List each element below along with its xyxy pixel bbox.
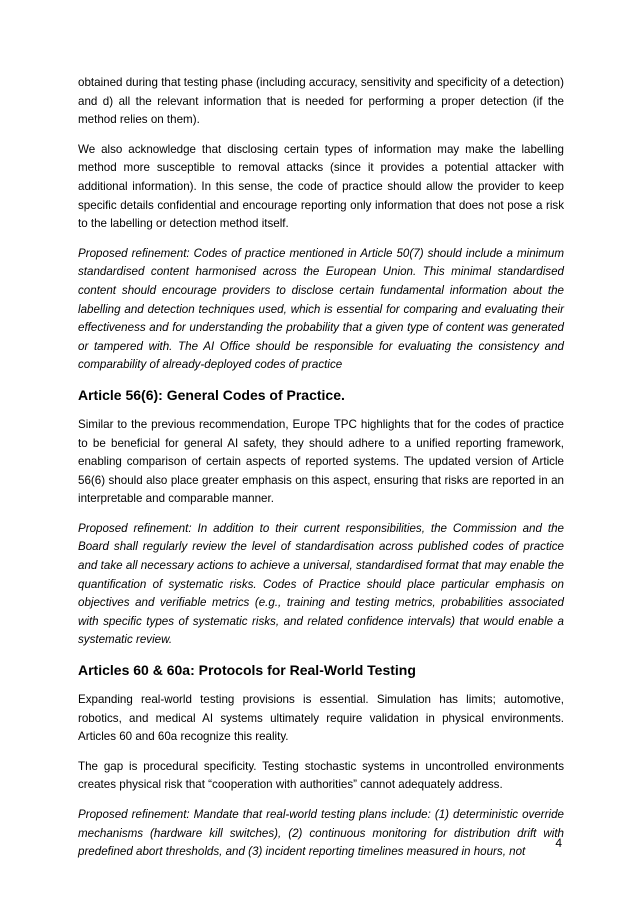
paragraph-unified-reporting: Similar to the previous recommendation, Europe TPC highlights that for the codes of practice to be beneficial for general AI safety, they should adhere to a unified reporting framework, enabling comparison of certain aspects of reported systems. The updated version of Article 56(6) should also place greater emphasis on this aspect, ensuring that risks are reported in an interpretable and comparable manner. <box>78 417 564 506</box>
paragraph-detection-info: obtained during that testing phase (including accuracy, sensitivity and specificity of a detection) and d) all the relevant information that is needed for performing a proper detection (if the method relies on them). <box>78 76 564 127</box>
proposed-refinement-article-50: Proposed refinement: Codes of practice mentioned in Article 50(7) should include a minimum standardised content harmonised across the European Union. This minimal standardised content should encourage providers to disclose certain fundamental information about the labelling and detection techniques used, which is essential for comparing and evaluating their effectiveness and for understanding the probability that a given type of content was generated or tampered with. The AI Office should be responsible for evaluating the consistency and comparability of already-deployed codes of practice <box>78 246 564 372</box>
page-number: 4 <box>555 836 562 850</box>
proposed-refinement-article-56: Proposed refinement: In addition to their current responsibilities, the Commission and the Board shall regularly review the level of standardisation across published codes of practice and take all necessary actions to achieve a universal, standardised format that may enable the quantification of systematic risks. Codes of Practice should place particular emphasis on objectives and verifiable metrics (e.g., training and testing metrics, probabilities associated with specific types of systematic risks, and related confidence intervals) that would enable a systematic review. <box>78 521 564 647</box>
heading-articles-60: Articles 60 & 60a: Protocols for Real-World Testing <box>78 662 416 679</box>
paragraph-procedural-gap: The gap is procedural specificity. Testing stochastic systems in uncontrolled environments creates physical risk that “cooperation with authorities” cannot adequately address. <box>78 759 564 792</box>
page-body <box>78 74 564 873</box>
paragraph-real-world-testing: Expanding real-world testing provisions is essential. Simulation has limits; automotive, robotics, and medical AI systems ultimately require validation in physical environments. Articles 60 and 60a recognize this reality. <box>78 693 564 744</box>
proposed-refinement-articles-60: Proposed refinement: Mandate that real-world testing plans include: (1) deterministic override mechanisms (hardware kill switches), (2) continuous monitoring for distribution drift with predefined abort thresholds, and (3) incident reporting timelines measured in hours, not <box>78 808 564 859</box>
heading-article-56: Article 56(6): General Codes of Practice. <box>78 386 345 403</box>
paragraph-removal-attacks: We also acknowledge that disclosing certain types of information may make the labelling method more susceptible to removal attacks (since it provides a potential attacker with additional information). In this sense, the code of practice should allow the provider to keep specific details confidential and encourage reporting only information that does not pose a risk to the labelling or detection method itself. <box>78 142 564 231</box>
